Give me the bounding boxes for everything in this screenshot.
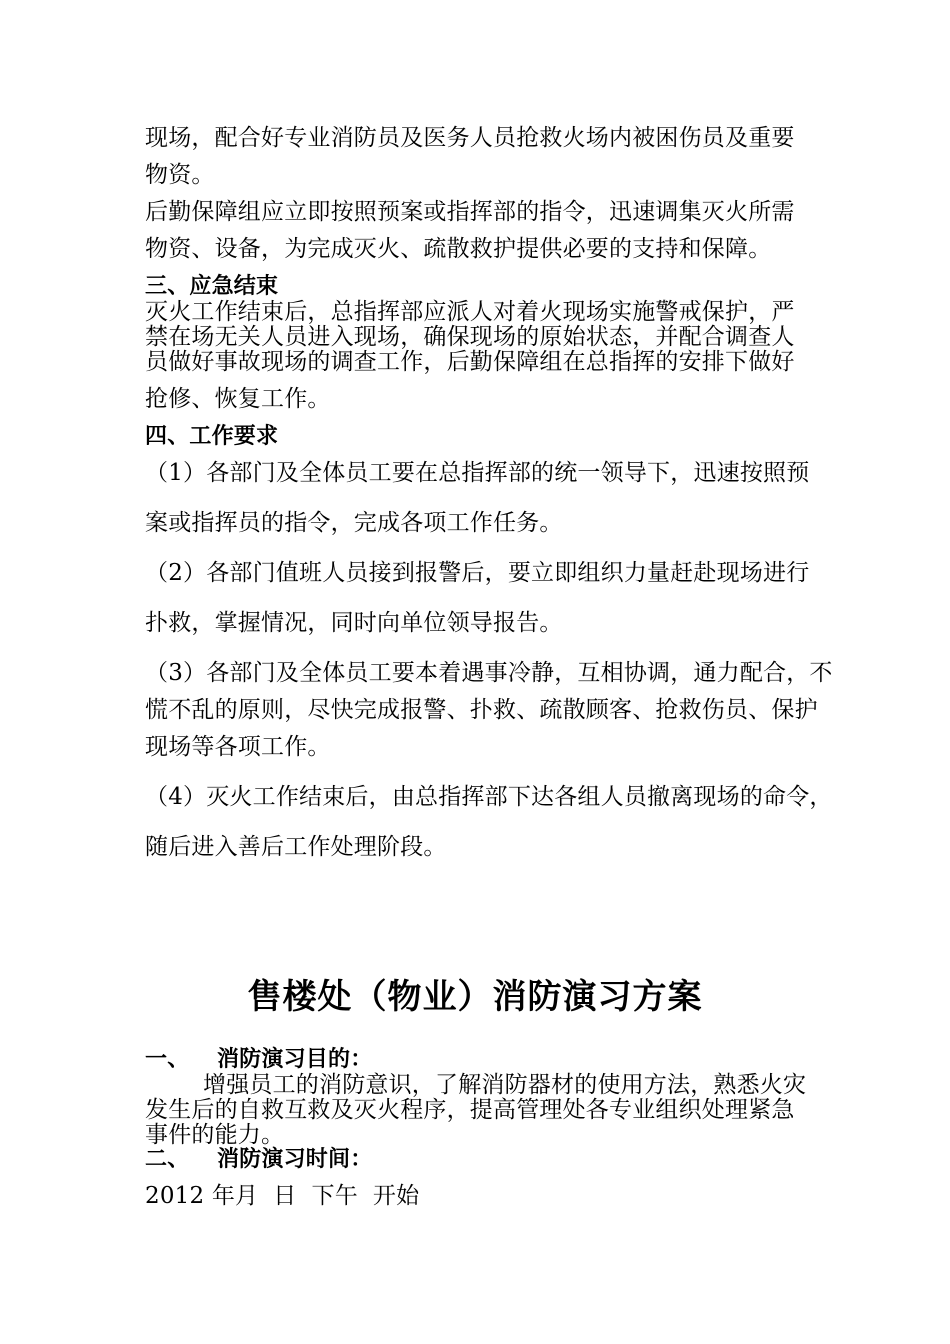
section-heading (145, 1145, 815, 1175)
section-heading: 四、工作要求 (145, 424, 279, 449)
paragraph-line: 发生后的自救互救及灭火程序，提高管理处各专业组织处理紧急 (145, 1097, 795, 1123)
paragraph-line: 事件的能力。 (145, 1122, 285, 1148)
list-item-line: 扑救，掌握情况，同时向单位领导报告。 (145, 610, 563, 636)
paragraph-line: 员做好事故现场的调查工作，后勤保障组在总指挥的安排下做好 (145, 349, 795, 375)
list-item-line: 随后进入善后工作处理阶段。 (145, 834, 447, 860)
section-heading: 三、应急结束 (145, 274, 279, 299)
page-title: 售楼处（物业）消防演习方案 (247, 977, 703, 1017)
list-item-line: （2）各部门值班人员接到报警后，要立即组织力量赶赴现场进行 (145, 560, 810, 586)
paragraph-line: 物资、设备，为完成灭火、疏散救护提供必要的支持和保障。 (145, 236, 772, 262)
list-item-line: 现场等各项工作。 (145, 734, 331, 760)
paragraph-line: 增强员工的消防意识，了解消防器材的使用方法，熟悉火灾 (203, 1072, 807, 1098)
paragraph-line: 禁在场无关人员进入现场，确保现场的原始状态，并配合调查人 (145, 324, 795, 350)
section-number: 一、 (145, 1047, 190, 1072)
list-item-line: 慌不乱的原则，尽快完成报警、扑救、疏散顾客、抢救伤员、保护 (145, 697, 818, 723)
paragraph-line: 现场，配合好专业消防员及医务人员抢救火场内被困伤员及重要 (145, 125, 795, 151)
list-item-line: （3）各部门及全体员工要本着遇事冷静，互相协调，通力配合，不 (145, 660, 833, 686)
list-item-line: 案或指挥员的指令，完成各项工作任务。 (145, 510, 563, 536)
date-line: 2012 年月 日 下午 开始 (145, 1183, 420, 1209)
paragraph-line: 抢修、恢复工作。 (145, 386, 331, 412)
paragraph-line: 灭火工作结束后，总指挥部应派人对着火现场实施警戒保护，严 (145, 299, 795, 325)
section-heading-text: 消防演习目的： (217, 1047, 373, 1072)
list-item-line: （1）各部门及全体员工要在总指挥部的统一领导下，迅速按照预 (145, 460, 810, 486)
section-heading-text: 消防演习时间： (217, 1147, 373, 1172)
paragraph-line: 物资。 (145, 162, 215, 188)
section-number: 二、 (145, 1147, 190, 1172)
list-item-line: （4）灭火工作结束后，由总指挥部下达各组人员撤离现场的命令， (145, 784, 833, 810)
paragraph-line: 后勤保障组应立即按照预案或指挥部的指令，迅速调集灭火所需 (145, 199, 795, 225)
